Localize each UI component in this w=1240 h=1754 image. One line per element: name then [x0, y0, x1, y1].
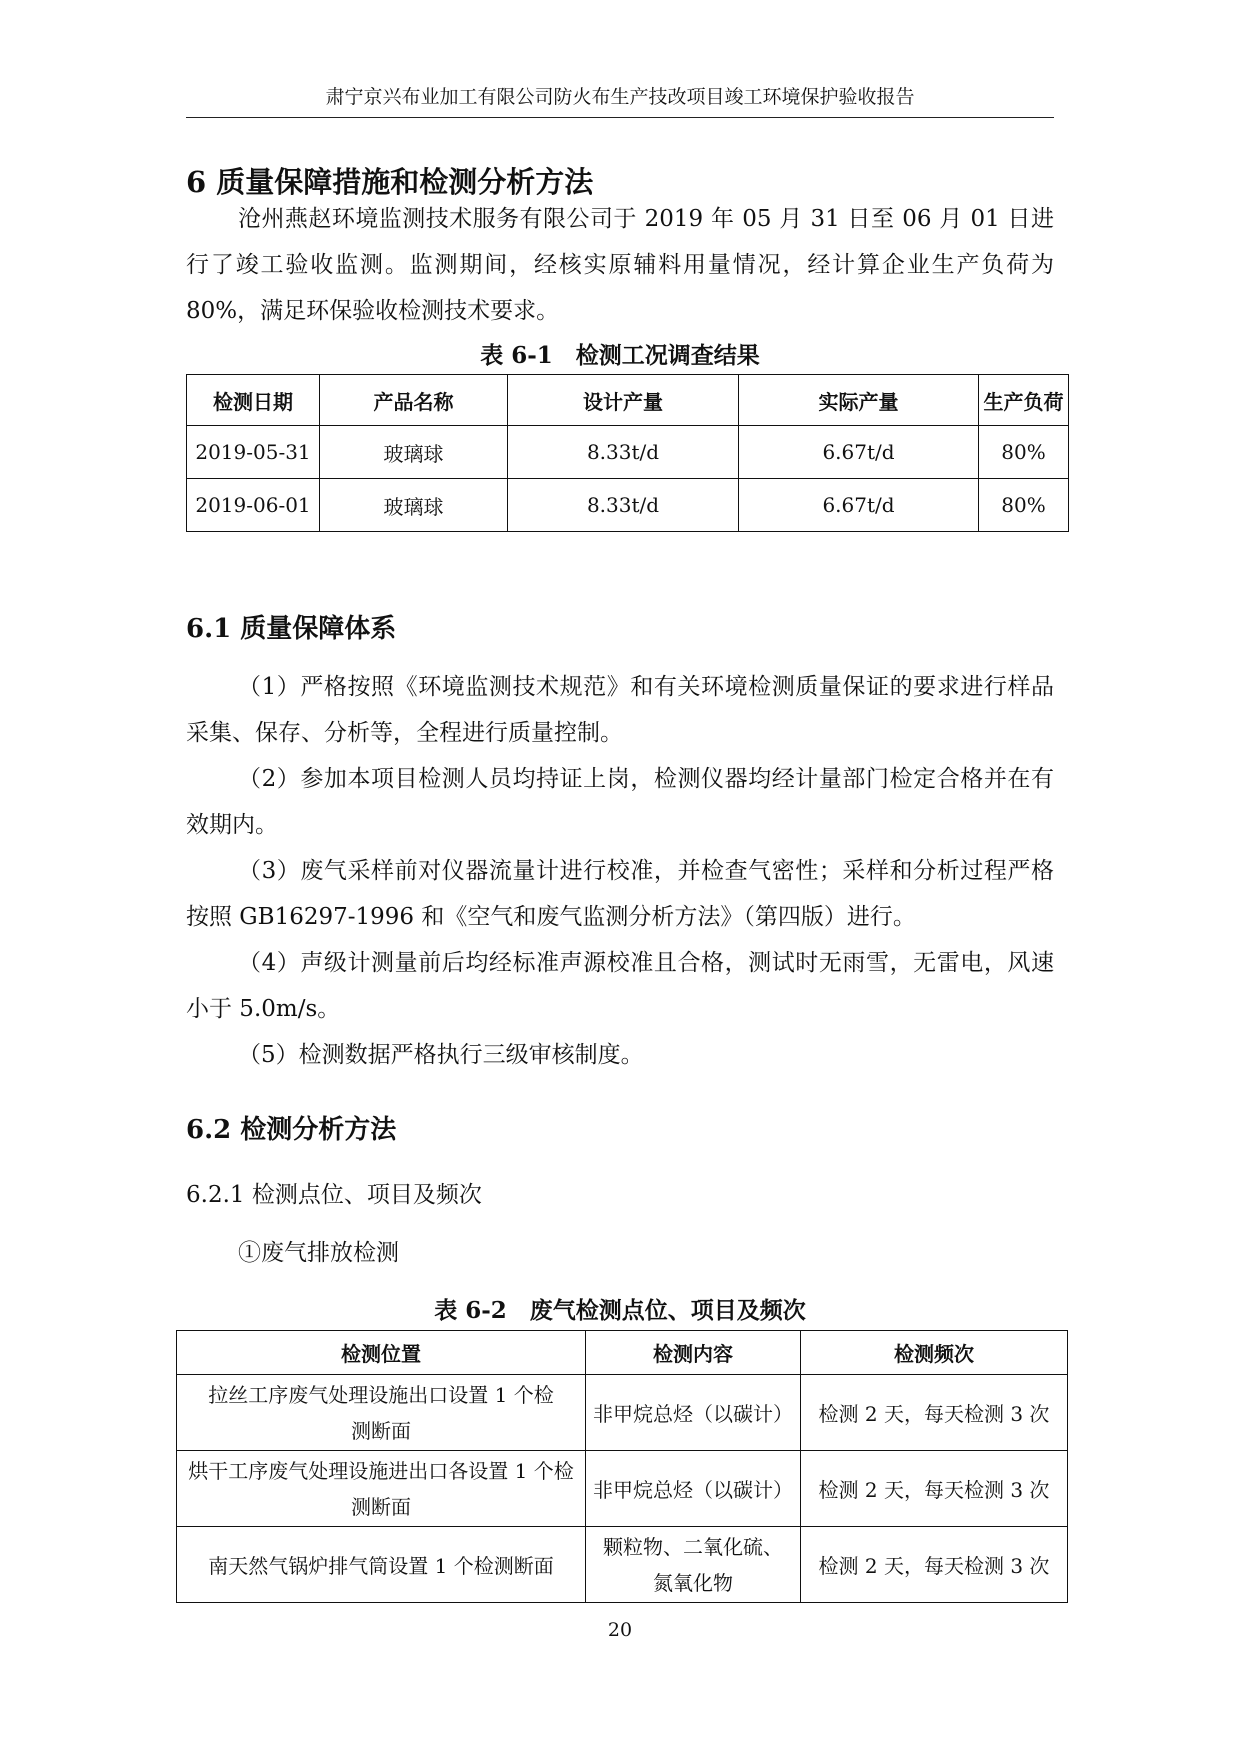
table-cell: 玻璃球: [320, 479, 508, 532]
table-header-cell: 产品名称: [320, 375, 508, 426]
table-row: [187, 426, 1069, 479]
table-header-cell: 生产负荷: [979, 375, 1069, 426]
section-6-2-1-heading: 6.2.1 检测点位、项目及频次: [186, 1182, 482, 1208]
table-6-2-caption: 表 6-2 废气检测点位、项目及频次: [434, 1297, 806, 1324]
section-6-1-heading: 6.1 质量保障体系: [186, 614, 397, 644]
table-cell: 颗粒物、二氧化硫、氮氧化物: [586, 1527, 801, 1603]
table-cell: 6.67t/d: [739, 426, 979, 479]
table-header-cell: 检测频次: [801, 1331, 1068, 1375]
table-cell: 玻璃球: [320, 426, 508, 479]
table-row: [187, 479, 1069, 532]
table-header-cell: 检测位置: [177, 1331, 586, 1375]
table-cell: 2019-06-01: [187, 479, 320, 532]
page-header: 肃宁京兴布业加工有限公司防火布生产技改项目竣工环境保护验收报告: [186, 82, 1054, 118]
table-cell: 8.33t/d: [508, 426, 739, 479]
table-cell: 烘干工序废气处理设施进出口各设置 1 个检测断面: [177, 1451, 586, 1527]
table-cell: 非甲烷总烃（以碳计）: [586, 1451, 801, 1527]
quality-item-4: （4）声级计测量前后均经标准声源校准且合格，测试时无雨雪，无雷电，风速小于 5.0m/s。: [186, 950, 1054, 1022]
table-row: [177, 1375, 1068, 1451]
table-cell: 检测 2 天，每天检测 3 次: [801, 1527, 1068, 1603]
section-6-2-heading: 6.2 检测分析方法: [186, 1115, 397, 1145]
table-cell: 拉丝工序废气处理设施出口设置 1 个检测断面: [177, 1375, 586, 1451]
table-cell: 检测 2 天，每天检测 3 次: [801, 1451, 1068, 1527]
section-6-intro: 沧州燕赵环境监测技术服务有限公司于 2019 年 05 月 31 日至 06 月 01 日进行了竣工验收监测。监测期间，经核实原辅料用量情况，经计算企业生产负荷为 80%，满足环保验收检测技术要求。: [186, 206, 1054, 324]
table-row: [177, 1527, 1068, 1603]
section-6-heading: 6 质量保障措施和检测分析方法: [186, 165, 594, 199]
table-6-2: [176, 1330, 1068, 1603]
quality-item-3: （3）废气采样前对仪器流量计进行校准，并检查气密性；采样和分析过程严格按照 GB16297-1996 和《空气和废气监测分析方法》（第四版）进行。: [186, 858, 1054, 930]
table-cell: 6.67t/d: [739, 479, 979, 532]
quality-item-1: （1）严格按照《环境监测技术规范》和有关环境检测质量保证的要求进行样品采集、保存、分析等，全程进行质量控制。: [186, 674, 1054, 746]
table-header-cell: 检测内容: [586, 1331, 801, 1375]
table-cell: 2019-05-31: [187, 426, 320, 479]
table-header-cell: 设计产量: [508, 375, 739, 426]
table-6-1: [186, 374, 1069, 532]
table-header-cell: 实际产量: [739, 375, 979, 426]
table-cell: 80%: [979, 426, 1069, 479]
quality-item-5: （5）检测数据严格执行三级审核制度。: [238, 1042, 644, 1068]
table-6-1-caption: 表 6-1 检测工况调查结果: [480, 342, 760, 369]
exhaust-gas-item: ①废气排放检测: [238, 1240, 399, 1266]
table-cell: 非甲烷总烃（以碳计）: [586, 1375, 801, 1451]
table-cell: 检测 2 天，每天检测 3 次: [801, 1375, 1068, 1451]
page-number: 20: [607, 1619, 633, 1641]
table-row: [177, 1451, 1068, 1527]
table-cell: 南天然气锅炉排气筒设置 1 个检测断面: [177, 1527, 586, 1603]
table-header-cell: 检测日期: [187, 375, 320, 426]
quality-item-2: （2）参加本项目检测人员均持证上岗，检测仪器均经计量部门检定合格并在有效期内。: [186, 766, 1054, 838]
table-cell: 8.33t/d: [508, 479, 739, 532]
table-cell: 80%: [979, 479, 1069, 532]
